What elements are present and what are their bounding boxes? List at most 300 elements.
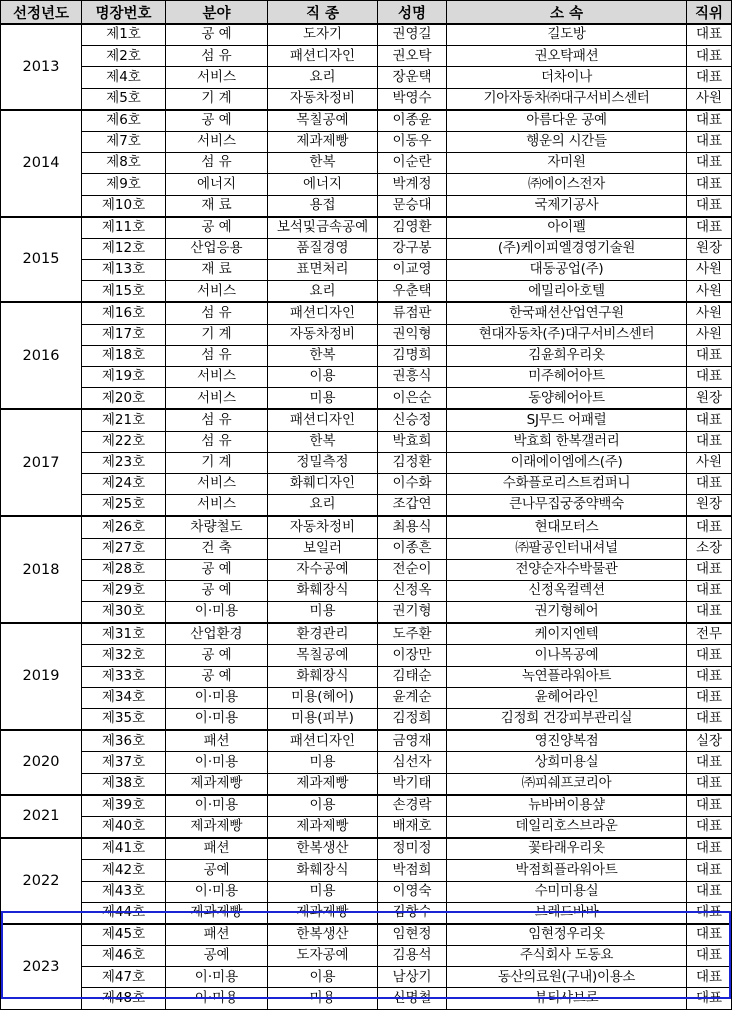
name-cell: 이장만 [378,645,447,666]
position-cell: 대표 [687,580,732,601]
year-group [1,24,732,110]
position-cell: 대표 [687,773,732,795]
year-cell: 2018 [1,516,82,623]
occupation-cell: 도자공예 [268,946,378,967]
occupation-cell: 용접 [268,195,378,217]
occupation-cell: 한복생산 [268,838,378,860]
occupation-cell: 품질경영 [268,238,378,259]
affiliation-cell: 길도방 [447,24,687,46]
position-cell: 대표 [687,752,732,773]
field-cell: 섬 유 [166,302,268,324]
number-cell: 제41호 [82,838,166,860]
position-cell: 사원 [687,324,732,345]
position-cell: 대표 [687,559,732,580]
field-cell: 제과제빵 [166,816,268,838]
occupation-cell: 미용 [268,881,378,902]
name-cell: 권기형 [378,602,447,624]
name-cell: 박효희 [378,431,447,452]
table-row [1,24,732,46]
number-cell: 제19호 [82,367,166,388]
table-row [1,967,732,988]
field-cell: 재 료 [166,195,268,217]
position-cell: 대표 [687,409,732,431]
position-cell: 대표 [687,881,732,902]
number-cell: 제43호 [82,881,166,902]
field-cell: 서비스 [166,388,268,410]
affiliation-cell: 동양헤어아트 [447,388,687,410]
number-cell: 제23호 [82,452,166,473]
occupation-cell: 한복 [268,345,378,366]
number-cell: 제42호 [82,860,166,881]
affiliation-cell: 기아자동차㈜대구서비스센터 [447,88,687,110]
position-cell: 대표 [687,367,732,388]
affiliation-cell: SJ무드 어패럴 [447,409,687,431]
occupation-cell: 목칠공예 [268,645,378,666]
affiliation-cell: 전양순자수박물관 [447,559,687,580]
occupation-cell: 패션디자인 [268,409,378,431]
position-cell: 대표 [687,709,732,731]
year-group [1,730,732,795]
number-cell: 제18호 [82,345,166,366]
number-cell: 제2호 [82,46,166,67]
field-cell: 이·미용 [166,709,268,731]
affiliation-cell: 미주헤어아트 [447,367,687,388]
occupation-cell: 제과제빵 [268,773,378,795]
table-row [1,988,732,1009]
table-row [1,623,732,645]
affiliation-cell: 브레드바바 [447,902,687,924]
field-cell: 공 예 [166,217,268,239]
position-cell: 사원 [687,88,732,110]
number-cell: 제34호 [82,687,166,708]
table-row [1,495,732,517]
table-row [1,195,732,217]
number-cell: 제4호 [82,67,166,88]
affiliation-cell: 수미미용실 [447,881,687,902]
affiliation-cell: 한국패션산업연구원 [447,302,687,324]
year-cell: 2022 [1,838,82,924]
number-cell: 제39호 [82,795,166,817]
table-row [1,46,732,67]
field-cell: 제과제빵 [166,773,268,795]
position-cell: 대표 [687,46,732,67]
number-cell: 제21호 [82,409,166,431]
table-row [1,559,732,580]
occupation-cell: 제과제빵 [268,131,378,152]
occupation-cell: 화훼디자인 [268,473,378,494]
name-cell: 임현정 [378,924,447,946]
affiliation-cell: 윤헤어라인 [447,687,687,708]
position-cell: 대표 [687,645,732,666]
name-cell: 김항수 [378,902,447,924]
occupation-cell: 이용 [268,367,378,388]
field-cell: 공 예 [166,559,268,580]
occupation-cell: 도자기 [268,24,378,46]
year-cell: 2023 [1,924,82,1009]
table-row [1,924,732,946]
position-cell: 대표 [687,988,732,1009]
name-cell: 이수화 [378,473,447,494]
table-row [1,666,732,687]
position-cell: 대표 [687,174,732,195]
number-cell: 제11호 [82,217,166,239]
field-cell: 패션 [166,730,268,752]
name-cell: 조갑연 [378,495,447,517]
field-cell: 섬 유 [166,409,268,431]
table-row [1,238,732,259]
position-cell: 원장 [687,495,732,517]
table-row [1,345,732,366]
affiliation-cell: 자미원 [447,153,687,174]
occupation-cell: 한복 [268,431,378,452]
table-row [1,88,732,110]
number-cell: 제16호 [82,302,166,324]
affiliation-cell: 대동공업(주) [447,260,687,281]
position-cell: 대표 [687,967,732,988]
position-cell: 대표 [687,131,732,152]
table-row [1,217,732,239]
year-group [1,302,732,409]
year-group [1,623,732,730]
affiliation-cell: 에밀리아호텔 [447,281,687,303]
table-row [1,324,732,345]
occupation-cell: 제과제빵 [268,816,378,838]
name-cell: 배재호 [378,816,447,838]
field-cell: 에너지 [166,174,268,195]
occupation-cell: 보일러 [268,538,378,559]
table-row [1,709,732,731]
table-row [1,67,732,88]
name-cell: 윤계순 [378,687,447,708]
number-cell: 제10호 [82,195,166,217]
number-cell: 제22호 [82,431,166,452]
affiliation-cell: 녹연플라워아트 [447,666,687,687]
field-cell: 기 계 [166,324,268,345]
number-cell: 제44호 [82,902,166,924]
name-cell: 최용식 [378,516,447,538]
affiliation-cell: 권기형헤어 [447,602,687,624]
occupation-cell: 요리 [268,281,378,303]
affiliation-cell: 박점희플라워아트 [447,860,687,881]
number-cell: 제47호 [82,967,166,988]
table-row [1,838,732,860]
number-cell: 제12호 [82,238,166,259]
name-cell: 이은순 [378,388,447,410]
number-cell: 제32호 [82,645,166,666]
name-cell: 이순란 [378,153,447,174]
field-cell: 서비스 [166,281,268,303]
position-cell: 사원 [687,302,732,324]
name-cell: 김용석 [378,946,447,967]
position-cell: 대표 [687,687,732,708]
field-cell: 공 예 [166,24,268,46]
occupation-cell: 환경관리 [268,623,378,645]
year-cell: 2013 [1,24,82,110]
position-cell: 대표 [687,666,732,687]
field-cell: 서비스 [166,473,268,494]
position-cell: 대표 [687,946,732,967]
field-cell: 패션 [166,924,268,946]
field-cell: 이·미용 [166,881,268,902]
field-cell: 서비스 [166,495,268,517]
number-cell: 제5호 [82,88,166,110]
field-cell: 이·미용 [166,687,268,708]
field-cell: 산업환경 [166,623,268,645]
affiliation-cell: 박효희 한복갤러리 [447,431,687,452]
position-cell: 대표 [687,860,732,881]
name-cell: 박계정 [378,174,447,195]
field-cell: 섬 유 [166,345,268,366]
occupation-cell: 이용 [268,795,378,817]
affiliation-cell: 현대자동차(주)대구서비스센터 [447,324,687,345]
affiliation-cell: 아이펠 [447,217,687,239]
name-cell: 신승정 [378,409,447,431]
number-cell: 제31호 [82,623,166,645]
name-cell: 장운택 [378,67,447,88]
field-cell: 이·미용 [166,752,268,773]
number-cell: 제45호 [82,924,166,946]
table-row [1,902,732,924]
year-cell: 2021 [1,795,82,838]
number-cell: 제15호 [82,281,166,303]
occupation-cell: 자동차정비 [268,516,378,538]
year-group [1,110,732,217]
header-occupation: 직 종 [268,1,378,25]
name-cell: 심선자 [378,752,447,773]
number-cell: 제46호 [82,946,166,967]
affiliation-cell: 김윤희우리옷 [447,345,687,366]
affiliation-cell: ㈜피쉐프코리아 [447,773,687,795]
year-group [1,924,732,1009]
field-cell: 산업응용 [166,238,268,259]
position-cell: 원장 [687,388,732,410]
year-cell: 2014 [1,110,82,217]
position-cell: 대표 [687,110,732,132]
position-cell: 대표 [687,67,732,88]
name-cell: 김정환 [378,452,447,473]
field-cell: 패션 [166,838,268,860]
field-cell: 차량철도 [166,516,268,538]
occupation-cell: 미용 [268,752,378,773]
occupation-cell: 요리 [268,495,378,517]
affiliation-cell: 권오탁패션 [447,46,687,67]
affiliation-cell: 더차이나 [447,67,687,88]
name-cell: 권익형 [378,324,447,345]
affiliation-cell: 케이지엔텍 [447,623,687,645]
field-cell: 공 예 [166,645,268,666]
name-cell: 권오탁 [378,46,447,67]
occupation-cell: 미용(헤어) [268,687,378,708]
occupation-cell: 자동차정비 [268,324,378,345]
table-row [1,730,732,752]
affiliation-cell: 이나목공예 [447,645,687,666]
number-cell: 제24호 [82,473,166,494]
header-field: 분야 [166,1,268,25]
position-cell: 대표 [687,924,732,946]
position-cell: 대표 [687,816,732,838]
number-cell: 제25호 [82,495,166,517]
table-row [1,538,732,559]
number-cell: 제35호 [82,709,166,731]
position-cell: 대표 [687,795,732,817]
affiliation-cell: 동산의료원(구내)이용소 [447,967,687,988]
field-cell: 제과제빵 [166,902,268,924]
name-cell: 신정옥 [378,580,447,601]
number-cell: 제40호 [82,816,166,838]
table-row [1,516,732,538]
year-group [1,795,732,838]
occupation-cell: 목칠공예 [268,110,378,132]
position-cell: 대표 [687,153,732,174]
field-cell: 서비스 [166,131,268,152]
header-name: 성명 [378,1,447,25]
field-cell: 재 료 [166,260,268,281]
affiliation-cell: 꽃타래우리옷 [447,838,687,860]
name-cell: 손경락 [378,795,447,817]
occupation-cell: 이용 [268,967,378,988]
position-cell: 소장 [687,538,732,559]
occupation-cell: 자동차정비 [268,88,378,110]
number-cell: 제33호 [82,666,166,687]
affiliation-cell: 뷰티샤브로 [447,988,687,1009]
name-cell: 김정희 [378,709,447,731]
affiliation-cell: 행운의 시간들 [447,131,687,152]
affiliation-cell: 김정희 건강피부관리실 [447,709,687,731]
occupation-cell: 요리 [268,67,378,88]
number-cell: 제27호 [82,538,166,559]
year-cell: 2019 [1,623,82,730]
position-cell: 대표 [687,345,732,366]
affiliation-cell: ㈜팔공인터내셔널 [447,538,687,559]
table-row [1,773,732,795]
table-row [1,687,732,708]
occupation-cell: 미용 [268,388,378,410]
position-cell: 대표 [687,838,732,860]
name-cell: 강구봉 [378,238,447,259]
number-cell: 제20호 [82,388,166,410]
name-cell: 도주환 [378,623,447,645]
year-group [1,217,732,303]
number-cell: 제9호 [82,174,166,195]
occupation-cell: 미용(피부) [268,709,378,731]
field-cell: 서비스 [166,67,268,88]
affiliation-cell: 상희미용실 [447,752,687,773]
affiliation-cell: 수화플로리스트컴퍼니 [447,473,687,494]
occupation-cell: 화훼장식 [268,580,378,601]
header-affiliation: 소 속 [447,1,687,25]
occupation-cell: 에너지 [268,174,378,195]
number-cell: 제38호 [82,773,166,795]
occupation-cell: 한복생산 [268,924,378,946]
table-row [1,602,732,624]
table-row [1,409,732,431]
field-cell: 건 축 [166,538,268,559]
position-cell: 대표 [687,473,732,494]
year-group [1,838,732,924]
field-cell: 서비스 [166,367,268,388]
occupation-cell: 표면처리 [268,260,378,281]
name-cell: 전순이 [378,559,447,580]
header-year: 선정년도 [1,1,82,25]
name-cell: 박기태 [378,773,447,795]
occupation-cell: 패션디자인 [268,302,378,324]
number-cell: 제6호 [82,110,166,132]
year-group [1,516,732,623]
number-cell: 제30호 [82,602,166,624]
name-cell: 이종흔 [378,538,447,559]
table-row [1,431,732,452]
affiliation-cell: (주)케이피엘경영기술원 [447,238,687,259]
name-cell: 우춘택 [378,281,447,303]
header-row [1,1,732,25]
affiliation-cell: 데일리호스브라운 [447,816,687,838]
affiliation-cell: 국제기공사 [447,195,687,217]
affiliation-cell: 영진양복점 [447,730,687,752]
field-cell: 공 예 [166,110,268,132]
name-cell: 문승대 [378,195,447,217]
position-cell: 대표 [687,24,732,46]
number-cell: 제28호 [82,559,166,580]
affiliation-cell: 큰나무집궁중약백숙 [447,495,687,517]
table-row [1,752,732,773]
number-cell: 제37호 [82,752,166,773]
field-cell: 기 계 [166,452,268,473]
position-cell: 실장 [687,730,732,752]
name-cell: 남상기 [378,967,447,988]
name-cell: 권영길 [378,24,447,46]
name-cell: 김영환 [378,217,447,239]
table-row [1,110,732,132]
affiliation-cell: 현대모터스 [447,516,687,538]
position-cell: 대표 [687,602,732,624]
occupation-cell: 패션디자인 [268,46,378,67]
field-cell: 섬 유 [166,431,268,452]
table-row [1,302,732,324]
name-cell: 김태순 [378,666,447,687]
field-cell: 이·미용 [166,967,268,988]
year-cell: 2015 [1,217,82,303]
position-cell: 전무 [687,623,732,645]
occupation-cell: 보석및금속공예 [268,217,378,239]
field-cell: 이·미용 [166,795,268,817]
position-cell: 원장 [687,238,732,259]
number-cell: 제8호 [82,153,166,174]
field-cell: 공예 [166,860,268,881]
name-cell: 이영숙 [378,881,447,902]
number-cell: 제29호 [82,580,166,601]
table-row [1,367,732,388]
occupation-cell: 패션디자인 [268,730,378,752]
affiliation-cell: 뉴바버이용샾 [447,795,687,817]
occupation-cell: 화훼장식 [268,666,378,687]
number-cell: 제1호 [82,24,166,46]
affiliation-cell: 아름다운 공예 [447,110,687,132]
table-row [1,388,732,410]
name-cell: 정미정 [378,838,447,860]
position-cell: 대표 [687,902,732,924]
field-cell: 이·미용 [166,602,268,624]
field-cell: 이·미용 [166,988,268,1009]
header-position: 직위 [687,1,732,25]
affiliation-cell: 신정옥컬렉션 [447,580,687,601]
table-row [1,174,732,195]
table-row [1,881,732,902]
field-cell: 섬 유 [166,46,268,67]
number-cell: 제26호 [82,516,166,538]
number-cell: 제7호 [82,131,166,152]
table-row [1,131,732,152]
header-number: 명장번호 [82,1,166,25]
